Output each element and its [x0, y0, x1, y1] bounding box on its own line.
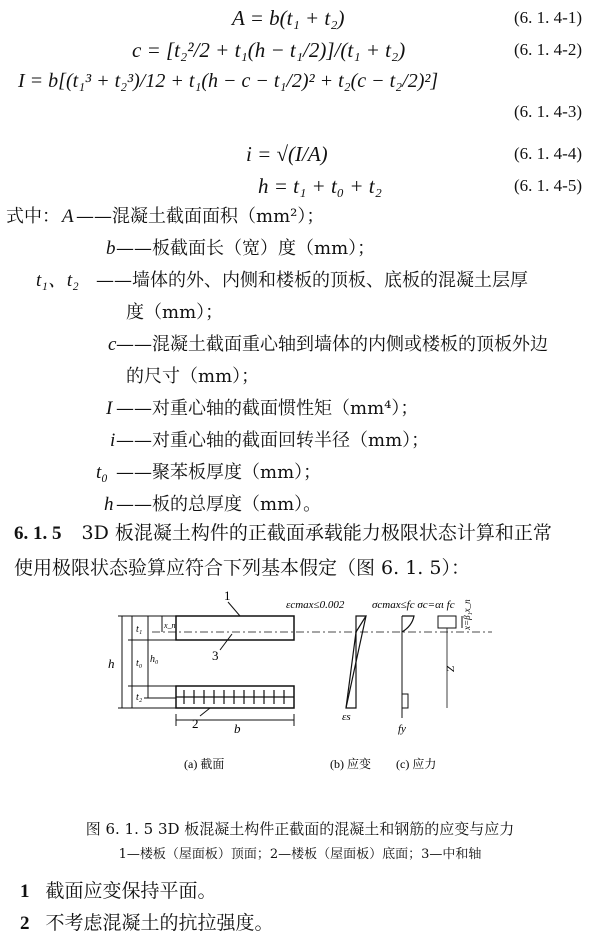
equation-number: (6. 1. 4-4)	[514, 144, 582, 163]
def-symbol: h	[104, 494, 114, 515]
label-t2: t₂	[136, 692, 143, 703]
equation-number: (6. 1. 4-3)	[514, 102, 582, 121]
section-text-1: 3D 板混凝土构件的正截面承载能力极限状态计算和正常	[81, 522, 552, 544]
def-text: ——板截面长（宽）度（mm）；	[116, 238, 376, 259]
stress-limit-label: σcmax≤fc σc=αι fc	[372, 599, 455, 611]
label-beta: x=β₁x_n	[462, 599, 472, 630]
item-number: 2	[20, 913, 30, 934]
def-symbol: t₀	[96, 462, 108, 483]
equation-text: i = √(I/A)	[246, 142, 328, 166]
equation-number: (6. 1. 4-5)	[514, 176, 582, 195]
subcaption-c: (c) 应力	[396, 757, 437, 771]
label-1: 1	[224, 588, 231, 603]
def-text-continued: 的尺寸（mm）；	[126, 366, 260, 387]
figure-6-1-5	[92, 588, 512, 778]
dimension-lines	[118, 616, 294, 726]
label-h0: h₀	[150, 654, 159, 665]
equation-6-1-4-1	[0, 4, 600, 34]
equivalent-stress-block	[438, 616, 456, 628]
label-h: h	[108, 656, 115, 671]
subcaption-a: (a) 截面	[184, 757, 225, 771]
section-number: 6. 1. 5	[14, 523, 62, 544]
def-text: ——对重心轴的截面回转半径（mm）；	[116, 430, 430, 451]
def-text: ——混凝土截面重心轴到墙体的内侧或楼板的顶板外边	[116, 334, 548, 355]
equation-6-1-4-5	[0, 172, 600, 202]
section-text-2: 使用极限状态验算应符合下列基本假定（图 6. 1. 5）：	[14, 557, 470, 579]
equation-text: A = b(t₁ + t₂)	[232, 6, 345, 30]
assumption-item-2	[20, 908, 274, 935]
section-line-1	[14, 516, 586, 551]
strain-view	[286, 599, 366, 723]
item-number: 1	[20, 881, 30, 902]
def-symbol: i	[110, 430, 116, 451]
leader-2	[200, 708, 210, 716]
def-text-continued: 度（mm）；	[126, 302, 224, 323]
def-symbol: t₁、t₂	[36, 270, 79, 291]
equation-6-1-4-2	[0, 36, 600, 66]
subcaption-b: (b) 应变	[330, 757, 371, 771]
section-6-1-5	[14, 516, 586, 585]
label-fy: fy	[398, 723, 406, 735]
equation-text: c = [t₂²/2 + t₁(h − t₁/2)]/(t₁ + t₂)	[132, 38, 406, 62]
stress-curve	[402, 616, 414, 632]
strain-limit-label: εcmax≤0.002	[286, 599, 345, 611]
label-t1: t₁	[136, 624, 143, 635]
steel-stress-block	[402, 694, 408, 708]
figure-caption: 图 6. 1. 5 3D 板混凝土构件正截面的混凝土和钢筋的应变与应力	[85, 820, 515, 838]
label-eps-s: εs	[342, 711, 351, 723]
def-symbol: b	[106, 238, 116, 259]
def-symbol: I	[106, 398, 113, 419]
def-text: ——墙体的外、内侧和楼板的顶板、底板的混凝土层厚	[96, 270, 528, 291]
leader-1	[228, 602, 240, 616]
figure-drawing	[92, 588, 512, 778]
equation-text: h = t₁ + t₀ + t₂	[258, 174, 382, 198]
def-text: ——聚苯板厚度（mm）；	[116, 462, 322, 483]
def-symbol: c	[108, 334, 117, 355]
item-text: 不考虑混凝土的抗拉强度。	[45, 912, 274, 934]
def-text: ——板的总厚度（mm）。	[116, 494, 322, 515]
equation-number: (6. 1. 4-2)	[514, 40, 582, 59]
rebar-marks	[176, 690, 294, 704]
def-text: ——对重心轴的截面惯性矩（mm⁴）；	[116, 398, 419, 419]
top-slab	[176, 616, 294, 640]
equation-number: (6. 1. 4-1)	[514, 8, 582, 27]
label-z: Z	[445, 665, 457, 672]
def-text: ——混凝土截面面积（mm²）；	[76, 206, 325, 227]
def-symbol: A	[62, 206, 74, 227]
label-3: 3	[212, 648, 219, 663]
leader-3	[220, 634, 232, 650]
where-label: 式中：	[6, 206, 60, 227]
label-2: 2	[192, 716, 199, 731]
equation-6-1-4-4	[0, 140, 600, 170]
equation-6-1-4-3-number-row	[0, 98, 600, 128]
figure-legend: 1—楼板（屋面板）顶面；2—楼板（屋面板）底面；3—中和轴	[118, 847, 482, 862]
equation-text: I = b[(t₁³ + t₂³)/12 + t₁(h − c − t₁/2)² + t₂(c − t₂/2)²]	[18, 70, 439, 92]
stress-view	[372, 599, 472, 735]
label-b: b	[234, 721, 241, 736]
assumption-item-1	[20, 876, 217, 903]
label-t0: t₀	[136, 658, 143, 669]
label-xn: x_n	[164, 621, 176, 630]
equation-6-1-4-3	[0, 68, 600, 98]
item-text: 截面应变保持平面。	[45, 880, 217, 902]
